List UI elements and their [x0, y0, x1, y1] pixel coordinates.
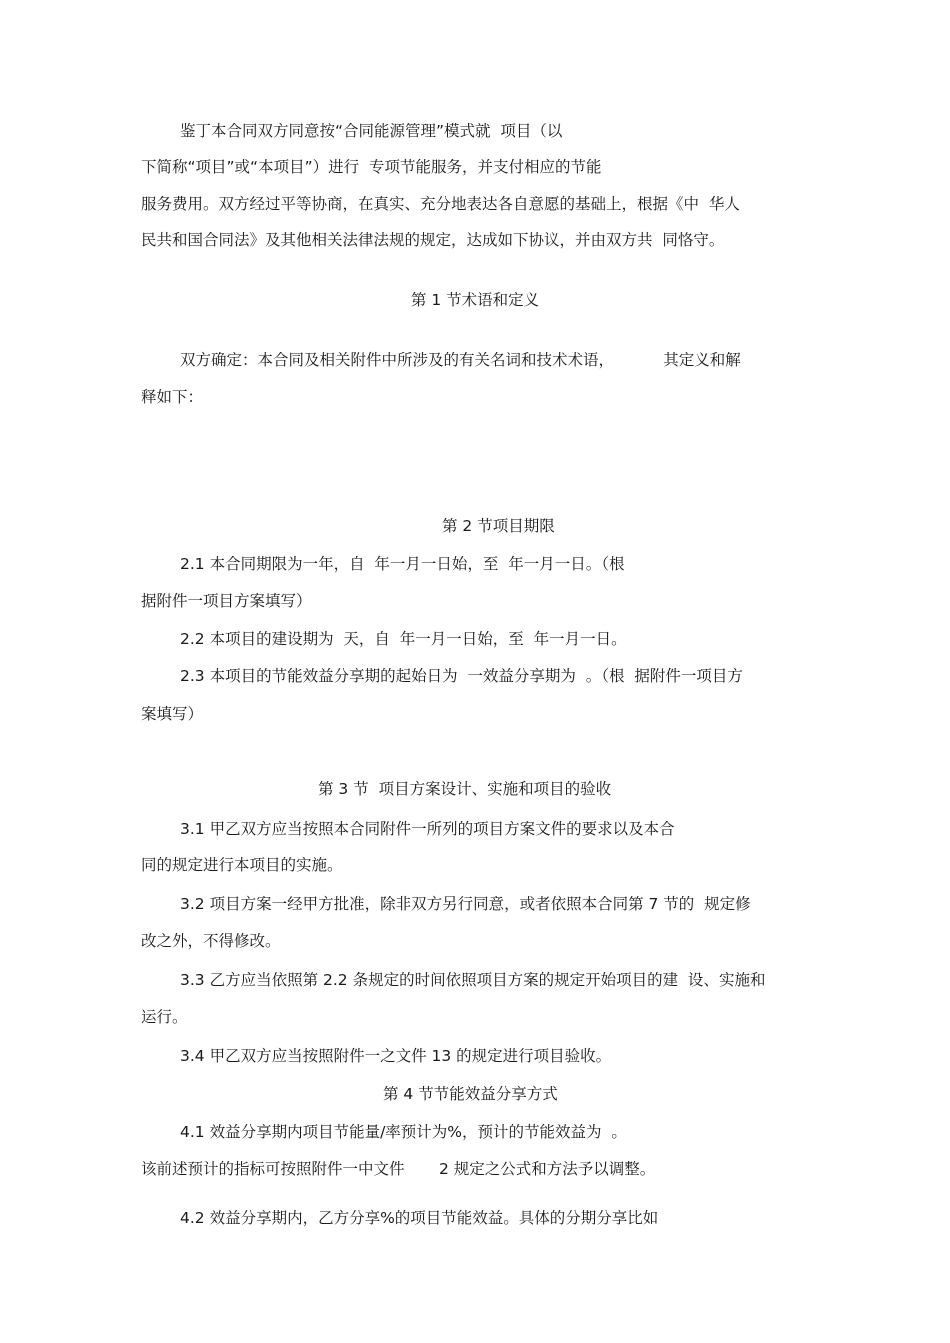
intro-line-1: 鉴丁本合同双方同意按“合同能源管理”模式就 项目（以: [180, 122, 563, 140]
clause-3-3-line-1: 3.3 乙方应当依照第 2.2 条规定的时间依照项目方案的规定开始项目的建 设、实施和: [180, 971, 766, 989]
clause-3-1-line-1: 3.1 甲乙双方应当按照本合同附件一所列的项目方案文件的要求以及本合: [180, 820, 675, 838]
clause-3-1-line-2: 同的规定进行本项目的实施。: [141, 856, 343, 874]
clause-4-1-line-2: 该前述预计的指标可按照附件一中文件 2 规定之公式和方法予以调整。: [141, 1160, 656, 1178]
section-1-para-line-1: 双方确定：本合同及相关附件中所涉及的有关名词和技术术语， 其定义和解: [180, 351, 741, 369]
clause-4-2-line-1: 4.2 效益分享期内，乙方分享%的项目节能效益。具体的分期分享比如: [180, 1209, 659, 1227]
intro-line-4: 民共和国合同法》及其他相关法律法规的规定，达成如下协议，并由双方共 同恪守。: [141, 231, 725, 249]
clause-2-1-line-2: 据附件一项目方案填写）: [141, 592, 312, 610]
clause-2-3-line-1: 2.3 本项目的节能效益分享期的起始日为 一效益分享期为 。（根 据附件一项目方: [180, 667, 743, 685]
clause-4-1-line-1: 4.1 效益分享期内项目节能量/率预计为%，预计的节能效益为 。: [180, 1123, 627, 1141]
section-3-title: 第 3 节 项目方案设计、实施和项目的验收: [318, 780, 612, 798]
clause-2-1-line-1: 2.1 本合同期限为一年，自 年一月一日始，至 年一月一日。（根: [180, 555, 625, 573]
clause-2-3-line-2: 案填写）: [141, 705, 204, 723]
section-4-title: 第 4 节节能效益分享方式: [383, 1085, 558, 1103]
clause-3-3-line-2: 运行。: [141, 1008, 188, 1026]
section-1-title: 第 1 节术语和定义: [410, 291, 540, 309]
clause-3-4: 3.4 甲乙双方应当按照附件一之文件 13 的规定进行项目验收。: [180, 1047, 612, 1065]
clause-3-2-line-2: 改之外，不得修改。: [141, 932, 281, 950]
clause-2-2: 2.2 本项目的建设期为 天，自 年一月一日始，至 年一月一日。: [180, 630, 627, 648]
section-1-para-line-2: 释如下：: [141, 388, 204, 406]
section-2-title: 第 2 节项目期限: [442, 517, 555, 535]
intro-line-3: 服务费用。双方经过平等协商，在真实、充分地表达各自意愿的基础上，根据《中 华人: [141, 195, 740, 213]
intro-line-2: 下简称“项目”或“本项目”）进行 专项节能服务，并支付相应的节能: [141, 158, 602, 176]
clause-3-2-line-1: 3.2 项目方案一经甲方批准，除非双方另行同意，或者依照本合同第 7 节的 规定修: [180, 895, 751, 913]
